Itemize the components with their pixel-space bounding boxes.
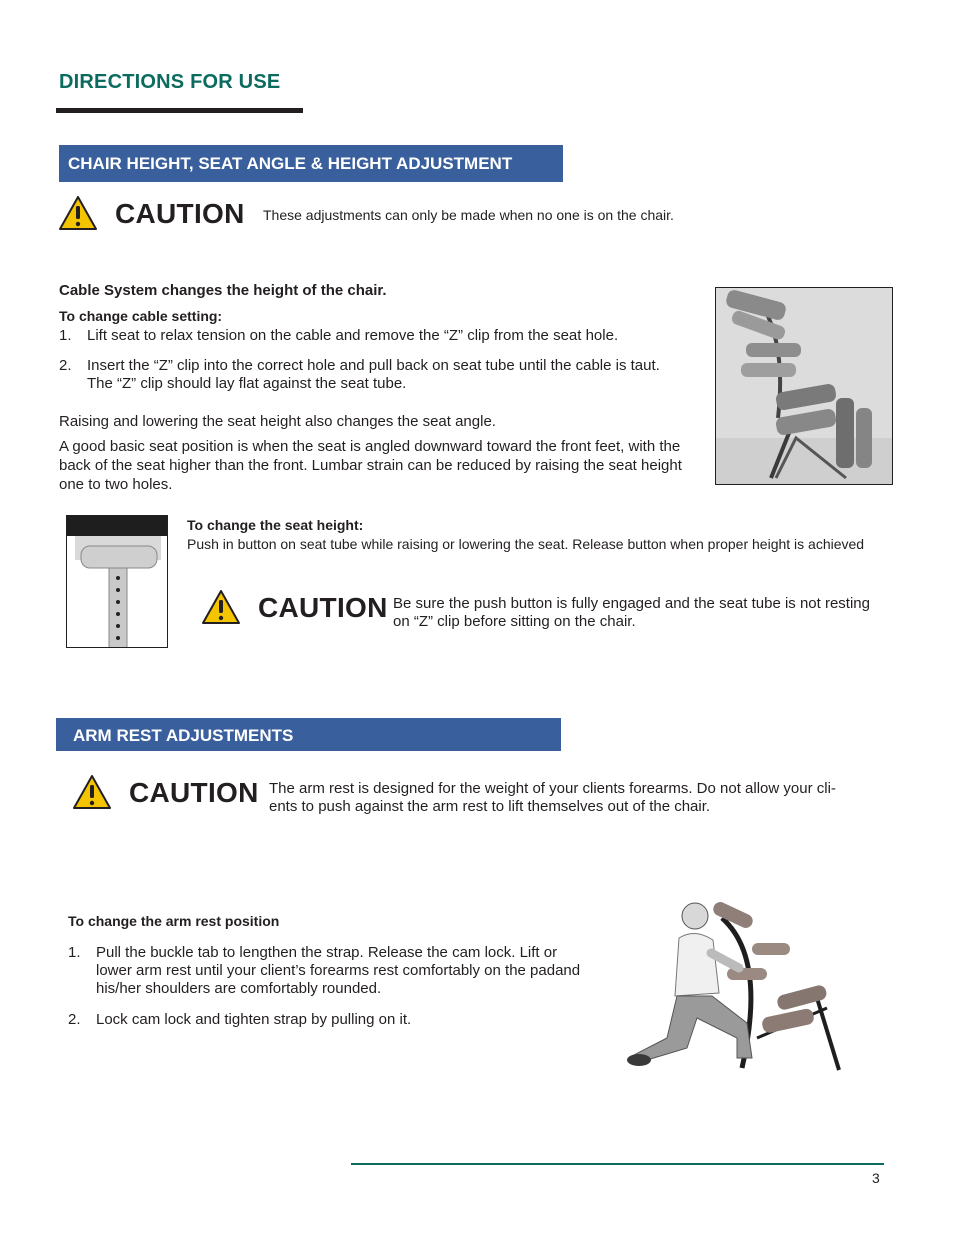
paragraph-line: back of the seat higher than the front. Lumbar strain can be reduced by raising the seat height xyxy=(59,457,682,474)
warning-icon xyxy=(72,774,112,810)
seat-height-text: Push in button on seat tube while raising or lowering the seat. Release button when proper height is achieved xyxy=(187,536,865,552)
step-number: 1. xyxy=(68,944,81,961)
page-number: 3 xyxy=(872,1170,880,1186)
chair-height-photo xyxy=(715,287,893,485)
page-title: DIRECTIONS FOR USE xyxy=(59,71,281,93)
caution-note-line: The arm rest is designed for the weight of your clients forearms. Do not allow your cli- xyxy=(269,780,836,797)
step-text-line: Lock cam lock and tighten strap by pulling on it. xyxy=(96,1011,412,1028)
paragraph-line: one to two holes. xyxy=(59,476,173,493)
step-number: 1. xyxy=(59,327,72,344)
caution-label: CAUTION xyxy=(129,777,259,808)
step-text: Lift seat to relax tension on the cable and remove the “Z” clip from the seat hole. xyxy=(87,327,619,344)
caution-note-line: ents to push against the arm rest to lift themselves out of the chair. xyxy=(269,798,711,815)
step-number: 2. xyxy=(68,1011,81,1028)
step-number: 2. xyxy=(59,357,72,374)
warning-icon xyxy=(58,195,98,231)
caution-note: These adjustments can only be made when no one is on the chair. xyxy=(263,207,674,223)
step-text-line: Pull the buckle tab to lengthen the strap. Release the cam lock. Lift or xyxy=(96,944,558,961)
step-text-line: lower arm rest until your client’s forearms rest comfortably on the padand xyxy=(96,962,581,979)
paragraph-seat-angle: Raising and lowering the seat height also changes the seat angle. xyxy=(59,413,496,430)
warning-icon xyxy=(201,589,241,625)
cable-subheading: To change cable setting: xyxy=(59,308,223,324)
step-text-continued: The “Z” clip should lay flat against the seat tube. xyxy=(87,375,407,392)
cable-heading: Cable System changes the height of the chair. xyxy=(59,282,387,299)
footer-rule xyxy=(351,1163,884,1165)
arm-rest-photo xyxy=(627,898,842,1076)
arm-rest-heading: To change the arm rest position xyxy=(68,913,280,929)
caution-note-line: on “Z” clip before sitting on the chair. xyxy=(393,613,636,630)
step-text: Insert the “Z” clip into the correct hole and pull back on seat tube until the cable is taut. xyxy=(87,357,660,374)
title-underline xyxy=(56,108,303,113)
section-band-arm-rest: ARM REST ADJUSTMENTS xyxy=(56,718,561,751)
caution-note-line: Be sure the push button is fully engaged and the seat tube is not resting xyxy=(393,595,870,612)
step-text-line: his/her shoulders are comfortably rounded. xyxy=(96,980,382,997)
seat-height-heading: To change the seat height: xyxy=(187,517,364,533)
caution-label: CAUTION xyxy=(258,592,388,623)
caution-label: CAUTION xyxy=(115,198,245,229)
paragraph-line: A good basic seat position is when the seat is angled downward toward the front feet, with the xyxy=(59,438,681,455)
section-band-chair-height: CHAIR HEIGHT, SEAT ANGLE & HEIGHT ADJUSTMENT xyxy=(59,145,563,182)
seat-tube-photo xyxy=(66,515,168,648)
